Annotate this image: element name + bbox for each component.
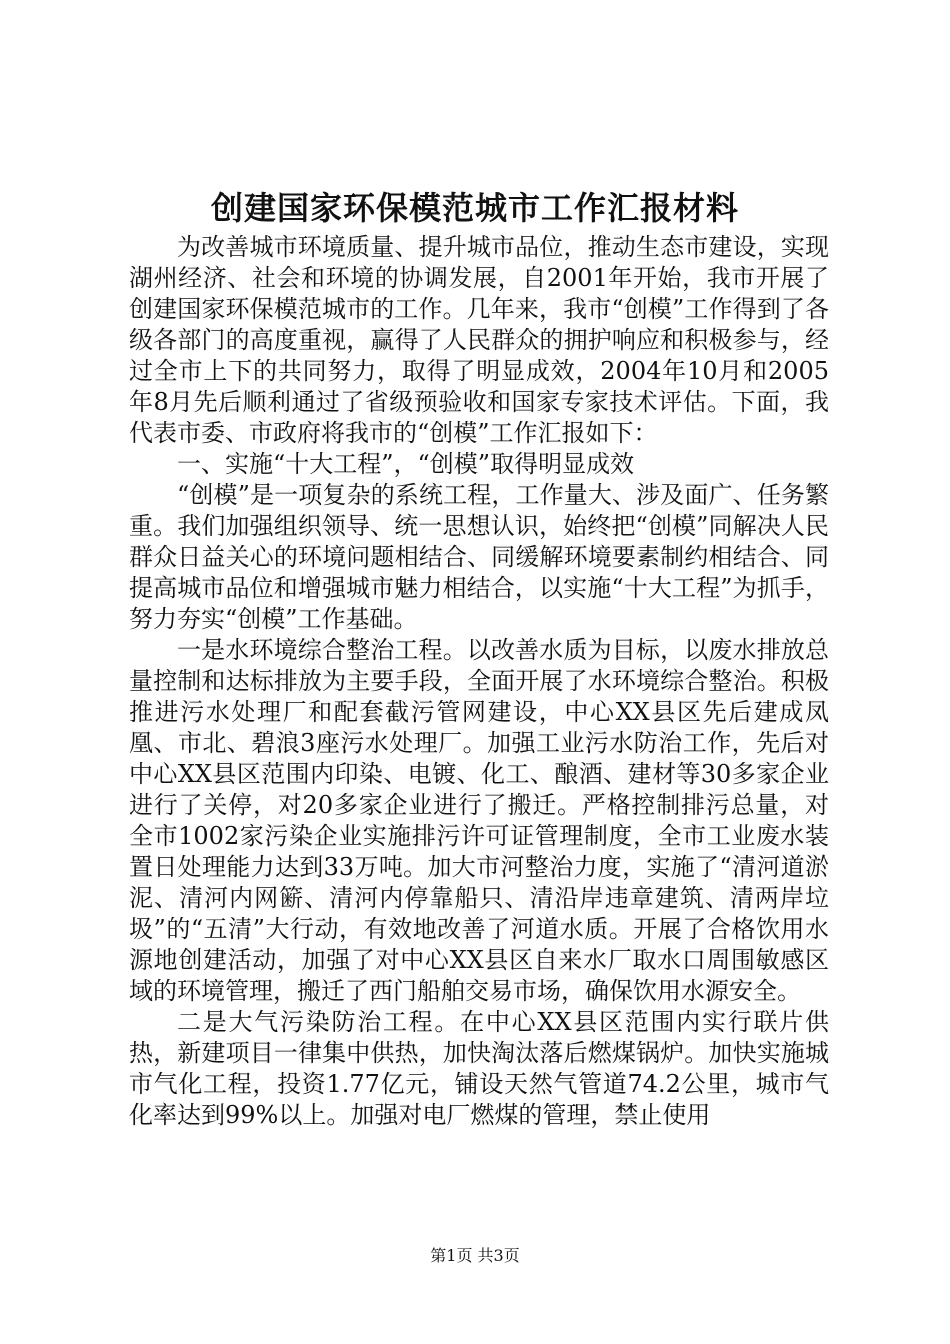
paragraph-water: 一是水环境综合整治工程。以改善水质为目标，以废水排放总量控制和达标排放为主要手段，全面开展了水环境综合整治。积极推进污水处理厂和配套截污管网建设，中心XX县区先后建成凤凰、市北、碧浪3座污水处理厂。加强工业污水防治工作，先后对中心XX县区范围内印染、电镀、化工、酿酒、建材等30多家企业进行了关停，对20多家企业进行了搬迁。严格控制排污总量，对全市1002家污染企业实施排污许可证管理制度，全市工业废水装置日处理能力达到33万吨。加大市河整治力度，实施了“清河道淤泥、清河内网簖、清河内停靠船只、清沿岸违章建筑、清两岸垃圾”的“五清”大行动，有效地改善了河道水质。开展了合格饮用水源地创建活动，加强了对中心XX县区自来水厂取水口周围敏感区域的环境管理，搬迁了西门船舶交易市场，确保饮用水源安全。 xyxy=(129,636,829,1005)
page-footer: 第1页 共3页 xyxy=(430,1246,520,1265)
paragraph-air: 二是大气污染防治工程。在中心XX县区范围内实行联片供热，新建项目一律集中供热，加快淘汰落后燃煤锅炉。加快实施城市气化工程，投资1.77亿元，铺设天然气管道74.2公里，城市气化率达到99%以上。加强对电厂燃煤的管理，禁止使用 xyxy=(129,1008,829,1129)
section-heading-1: 一、实施“十大工程”，“创模”取得明显成效 xyxy=(177,450,635,478)
paragraph-overview: “创模”是一项复杂的系统工程，工作量大、涉及面广、任务繁重。我们加强组织领导、统一思想认识，始终把“创模”同解决人民群众日益关心的环境问题相结合、同缓解环境要素制约相结合、同提高城市品位和增强城市魅力相结合，以实施“十大工程”为抓手，努力夯实“创模”工作基础。 xyxy=(129,481,829,633)
document-body xyxy=(129,232,829,1131)
paragraph-intro: 为改善城市环境质量、提升城市品位，推动生态市建设，实现湖州经济、社会和环境的协调发展，自2001年开始，我市开展了创建国家环保模范城市的工作。几年来，我市“创模”工作得到了各级各部门的高度重视，赢得了人民群众的拥护响应和积极参与，经过全市上下的共同努力，取得了明显成效，2004年10月和2005年8月先后顺利通过了省级预验收和国家专家技术评估。下面，我代表市委、市政府将我市的“创模”工作汇报如下： xyxy=(129,233,829,447)
document-title: 创建国家环保模范城市工作汇报材料 xyxy=(210,189,739,227)
